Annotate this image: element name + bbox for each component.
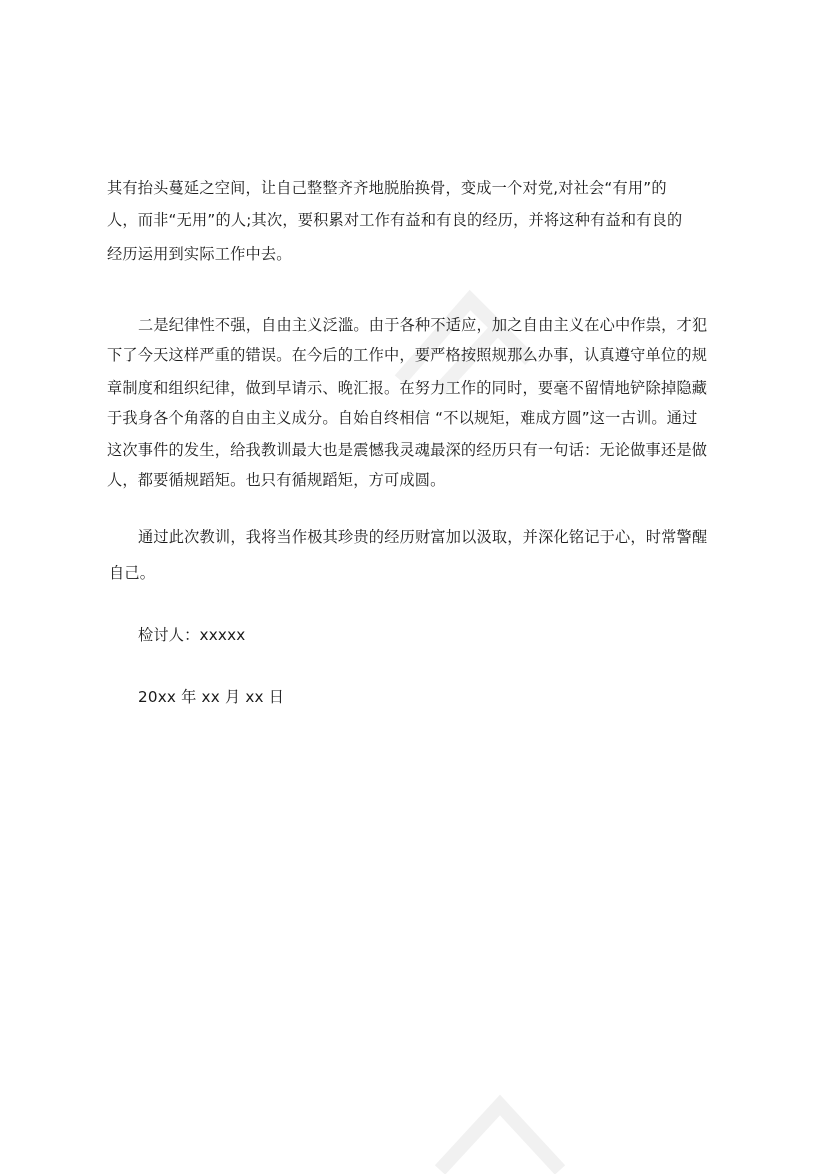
paragraph-2-line-4: 于我身各个角落的自由主义成分。自始自终相信 “不以规矩，难成方圆”这一古训。通过	[107, 409, 698, 427]
paragraph-3-line-2: 自己。	[109, 564, 156, 582]
paragraph-2-line-2: 下了今天这样严重的错误。在今后的工作中，要严格按照规那么办事，认真遵守单位的规	[107, 346, 708, 364]
paragraph-3-line-1: 通过此次教训，我将当作极其珍贵的经历财富加以汲取，并深化铭记于心，时常警醒	[138, 528, 708, 546]
reviewer-signature: 检讨人：xxxxx	[138, 626, 246, 644]
paragraph-1-line-1: 其有抬头蔓延之空间，让自己整整齐齐地脱胎换骨，变成一个对党,对社会“有用”的	[107, 179, 667, 197]
paragraph-1-line-3: 经历运用到实际工作中去。	[107, 245, 292, 263]
paragraph-2-line-5: 这次事件的发生，给我教训最大也是震憾我灵魂最深的经历只有一句话：无论做事还是做	[107, 441, 708, 459]
paragraph-2-line-6: 人，都要循规蹈矩。也只有循规蹈矩，方可成圆。	[107, 471, 446, 489]
paragraph-2-line-3: 章制度和组织纪律，做到早请示、晚汇报。在努力工作的同时，要毫不留情地铲除掉隐藏	[107, 379, 708, 397]
watermark-icon-bottom	[430, 1080, 570, 1174]
document-date: 20xx 年 xx 月 xx 日	[138, 688, 285, 706]
paragraph-1-line-2: 人，而非“无用”的人;其次，要积累对工作有益和有良的经历，并将这种有益和有良的	[107, 211, 683, 229]
paragraph-2-line-1: 二是纪律性不强，自由主义泛滥。由于各种不适应，加之自由主义在心中作祟，才犯	[138, 316, 708, 334]
